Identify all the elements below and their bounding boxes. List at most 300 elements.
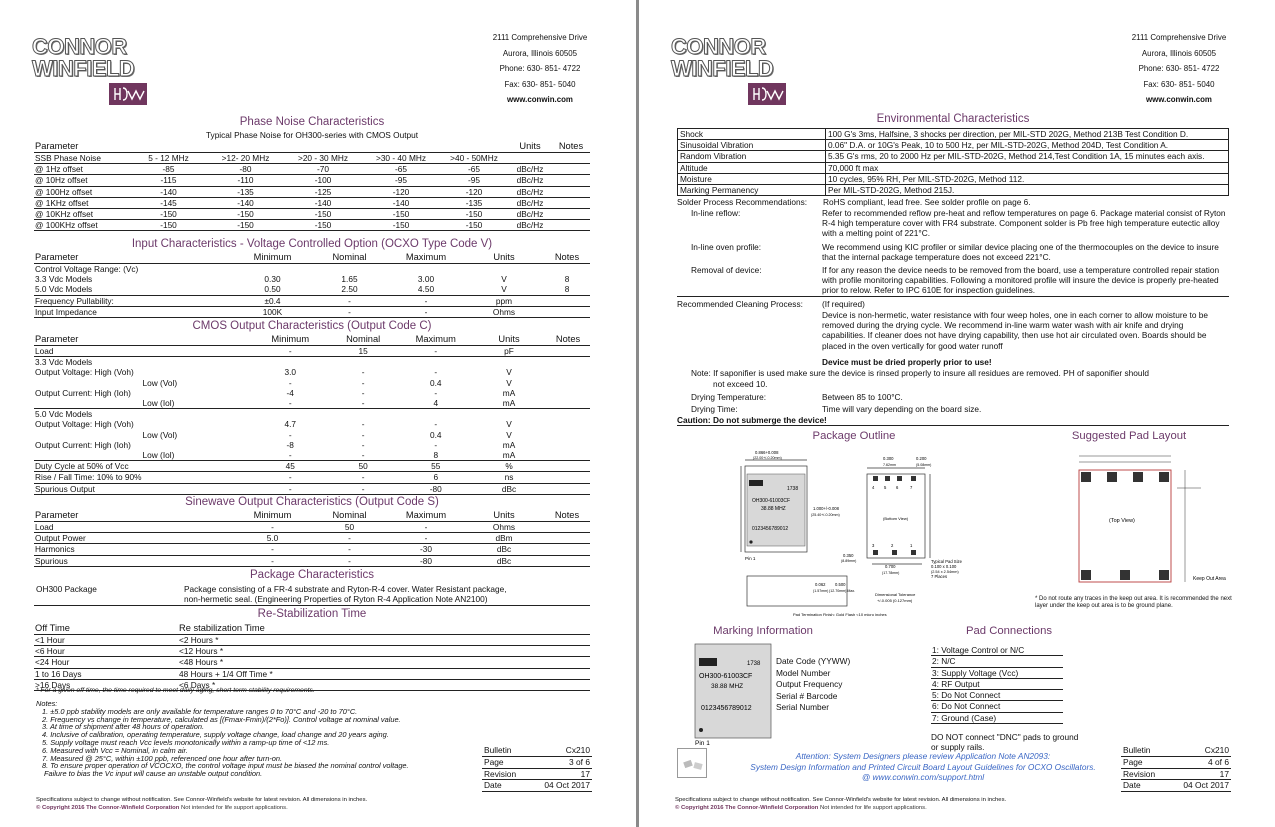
table-cell: 8 bbox=[564, 274, 570, 285]
pad-connections-title: Pad Connections bbox=[965, 625, 1053, 637]
marking-info-title: Marking Information bbox=[713, 625, 813, 637]
dnc-note-1: DO NOT connect "DNC" pads to ground bbox=[931, 732, 1079, 743]
phase-noise-title: Phase Noise Characteristics bbox=[239, 116, 385, 128]
table-cell: dBc/Hz bbox=[508, 220, 552, 231]
table-cell bbox=[130, 141, 207, 153]
address-phone: Phone: 630- 851- 4722 bbox=[499, 64, 581, 74]
table-cell bbox=[284, 141, 362, 153]
env-row bbox=[678, 129, 1229, 140]
table-cell: 4 bbox=[400, 398, 472, 409]
logo-line-2: WINFIELD bbox=[32, 56, 135, 81]
table-cell bbox=[546, 483, 590, 494]
dim-d4: 1.000+/-0.008 bbox=[813, 506, 839, 511]
connor-winfield-logo bbox=[32, 36, 150, 105]
page-footer bbox=[36, 796, 367, 812]
dim-d2: 0.300 bbox=[883, 456, 894, 461]
bulletin-box bbox=[1121, 745, 1231, 792]
outline-pin-6: 6 bbox=[896, 485, 899, 490]
table-row bbox=[34, 346, 590, 357]
cleaning-block bbox=[677, 299, 1229, 426]
table-cell: -4 bbox=[286, 387, 294, 398]
table-cell: -110 bbox=[207, 175, 284, 186]
table-cell: - bbox=[254, 450, 327, 461]
table-cell: pF bbox=[472, 346, 546, 357]
dim-d4-mm: (25.40+/-0.20mm) bbox=[811, 513, 840, 517]
dim-d6-mm: (17.78mm) bbox=[882, 571, 900, 575]
env-row bbox=[678, 140, 1229, 151]
table-cell bbox=[143, 388, 254, 398]
table-cell: - bbox=[400, 346, 472, 357]
table-cell: Notes bbox=[544, 252, 590, 264]
table-cell: -135 bbox=[440, 197, 508, 208]
notes-title: Notes: bbox=[36, 699, 58, 708]
table-cell: >30 - 40 MHz bbox=[362, 153, 440, 164]
table-cell: 1.65 bbox=[341, 274, 358, 285]
company-url-link[interactable]: www.conwin.com bbox=[507, 95, 573, 105]
table-cell bbox=[552, 186, 590, 197]
table-cell: dBc/Hz bbox=[508, 175, 552, 186]
table-row bbox=[34, 472, 590, 483]
table-cell: 3.0 bbox=[284, 367, 297, 378]
address-city: Aurora, Illinois 60505 bbox=[502, 48, 578, 58]
table-cell: Minimum bbox=[234, 510, 311, 522]
pad-connection-6: 6: Do Not Connect bbox=[931, 701, 1063, 712]
table-row bbox=[34, 657, 590, 668]
table-cell: <2 Hours * bbox=[178, 635, 590, 646]
table-cell bbox=[143, 483, 254, 494]
env-value: Per MIL-STD-202G, Method 215J. bbox=[826, 185, 1229, 196]
cmos-output-title: CMOS Output Characteristics (Output Code C) bbox=[192, 320, 432, 332]
table-cell: - bbox=[388, 295, 464, 306]
table-cell: 3.3 Vdc Models bbox=[35, 357, 93, 368]
dry-warning: Device must be dried properly prior to use! bbox=[822, 357, 992, 367]
removal-label: Removal of device: bbox=[691, 265, 762, 275]
table-cell: Parameter bbox=[34, 252, 234, 264]
company-url-link[interactable]: www.conwin.com bbox=[1146, 95, 1212, 105]
table-cell: - bbox=[327, 398, 400, 409]
outline-chip-serial: 0123456789012 bbox=[752, 526, 789, 532]
solder-process-block bbox=[677, 197, 1229, 297]
table-cell: dBm bbox=[464, 533, 544, 544]
bulletin-label: Date bbox=[1121, 780, 1167, 792]
top-view-label: (Top View) bbox=[1109, 518, 1135, 524]
outline-chip-frequency: 38.88 MHZ bbox=[761, 506, 786, 512]
table-cell: - bbox=[311, 295, 388, 306]
table-cell bbox=[143, 461, 254, 472]
table-row bbox=[34, 555, 590, 566]
outline-chip-datecode: 1738 bbox=[787, 486, 799, 492]
table-cell: mA bbox=[472, 398, 546, 409]
reflow-label: In-line reflow: bbox=[691, 208, 741, 218]
marking-chip-logo-icon bbox=[699, 658, 717, 666]
table-cell bbox=[544, 544, 590, 555]
outline-pin-1: 1 bbox=[910, 543, 913, 548]
table-cell: Output Power bbox=[34, 533, 234, 544]
table-cell: Notes bbox=[552, 141, 590, 153]
table-cell: <24 Hour bbox=[34, 657, 178, 668]
table-cell: - bbox=[361, 387, 365, 398]
table-cell: - bbox=[234, 522, 311, 533]
table-cell: mA bbox=[502, 439, 516, 450]
marking-pin1-label: Pin 1 bbox=[695, 740, 710, 746]
table-cell: -70 bbox=[284, 164, 362, 175]
dim-d1-mm: (22.00+/-0.20mm) bbox=[753, 456, 782, 460]
table-cell: -150 bbox=[130, 209, 207, 220]
table-cell bbox=[34, 378, 143, 388]
env-parameter: Moisture bbox=[678, 173, 826, 184]
saponifier-note-2: not exceed 10. bbox=[713, 379, 768, 389]
table-row bbox=[34, 450, 590, 461]
table-cell: -95 bbox=[440, 175, 508, 186]
bulletin-value: 04 Oct 2017 bbox=[528, 780, 592, 792]
table-row bbox=[34, 398, 590, 409]
table-cell: 1 to 16 Days bbox=[34, 668, 178, 679]
solder-process-label: Solder Process Recommendations: bbox=[677, 197, 808, 207]
table-row bbox=[34, 220, 590, 231]
table-cell: 4.7 bbox=[284, 419, 297, 430]
table-cell bbox=[546, 367, 590, 377]
restabilization-table bbox=[34, 623, 590, 691]
table-cell: -120 bbox=[362, 186, 440, 197]
table-cell: @ 10KHz offset bbox=[34, 209, 130, 220]
table-cell: -150 bbox=[207, 209, 284, 220]
table-row bbox=[34, 153, 590, 164]
table-cell: Off Time bbox=[34, 623, 178, 635]
marking-chip-model: OH300-61003CF bbox=[699, 673, 753, 680]
table-row bbox=[34, 264, 590, 275]
table-cell: Re stabilization Time bbox=[178, 623, 590, 635]
table-cell bbox=[143, 472, 254, 483]
table-cell: Load bbox=[34, 522, 234, 533]
table-cell bbox=[234, 264, 311, 275]
table-cell: Notes bbox=[544, 510, 590, 522]
table-cell: Low (Vol) bbox=[142, 377, 178, 388]
table-row bbox=[34, 409, 590, 420]
table-cell bbox=[546, 346, 590, 357]
table-cell: 0.50 bbox=[234, 284, 311, 295]
table-cell: 2.50 bbox=[311, 284, 388, 295]
table-cell: -150 bbox=[284, 220, 362, 231]
table-cell: -85 bbox=[130, 164, 207, 175]
notes-list bbox=[36, 708, 506, 778]
table-cell: - bbox=[388, 522, 464, 533]
table-cell bbox=[388, 264, 464, 275]
reflow-value: Refer to recommended reflow pre-heat and reflow temperatures on page 6. Package material consist of Ryton R-4 high temperature cover with FR4 substrate. Component solder is Pb free high temperature eutectic alloy with a melting point of 221°C. bbox=[822, 208, 1226, 239]
oven-profile-label: In-line oven profile: bbox=[691, 242, 762, 252]
table-cell: -145 bbox=[130, 197, 207, 208]
address-fax: Fax: 630- 851- 5040 bbox=[1143, 79, 1215, 89]
table-cell bbox=[207, 141, 284, 153]
table-cell: @ 100Hz offset bbox=[34, 186, 130, 197]
phase-noise-table bbox=[34, 141, 590, 231]
attention-line-1: Attention: System Designers please review Application Note AN2093: bbox=[795, 751, 1051, 761]
env-parameter: Altitude bbox=[678, 162, 826, 173]
pin1-dot-icon bbox=[749, 540, 752, 543]
table-cell: <48 Hours * bbox=[178, 657, 590, 668]
saponifier-note: Note: If saponifier is used make sure the device is rinsed properly to insure all residues are removed. PH of saponifier should bbox=[691, 368, 1149, 378]
env-row bbox=[678, 173, 1229, 184]
input-characteristics-title: Input Characteristics - Voltage Controlled Option (OCXO Type Code V) bbox=[131, 238, 493, 250]
pad-finish-note: Pad Termination Finish: Gold Flash <10 micro inches bbox=[793, 612, 887, 617]
table-cell: Low (Iol) bbox=[143, 398, 254, 409]
table-cell: - bbox=[388, 533, 464, 544]
table-cell: 3.00 bbox=[417, 274, 435, 285]
table-cell: Units bbox=[508, 141, 552, 153]
cmos-output-table bbox=[34, 334, 590, 495]
table-cell: Notes bbox=[546, 334, 590, 346]
pad-size-value: 0.100 x 0.100 bbox=[931, 564, 957, 569]
pad-connection-2: 2: N/C bbox=[931, 656, 1063, 667]
table-row bbox=[34, 635, 590, 646]
table-cell: 0.30 bbox=[264, 274, 281, 285]
marking-label-model: Model Number bbox=[776, 667, 831, 678]
table-cell: - bbox=[327, 472, 400, 483]
table-cell: mA bbox=[472, 450, 546, 461]
removal-value: If for any reason the device needs to be removed from the board, use a temperature controlled repair station with profile monitoring capabilities. Following a monitored profile will insure the device is properly pre-heated prior to relow. Refer to IPC 610E for inspection guidelines. bbox=[822, 265, 1220, 296]
table-cell: - bbox=[434, 419, 438, 430]
pad-connections-list bbox=[931, 645, 1078, 753]
table-cell: V bbox=[506, 429, 512, 440]
env-row bbox=[678, 151, 1229, 162]
pad-connection-7: 7: Ground (Case) bbox=[931, 713, 1063, 724]
note-item: 2. Frequency vs change in temperature, calculated as [(Fmax-Fmin)/(2*Fo)]. Control voltage at nominal value. bbox=[42, 714, 401, 724]
table-row bbox=[34, 175, 590, 186]
table-cell: - bbox=[311, 306, 388, 317]
bulletin-value: 04 Oct 2017 bbox=[1167, 780, 1231, 792]
table-cell: >20 - 30 MHz bbox=[284, 153, 362, 164]
table-row bbox=[34, 274, 590, 284]
drying-temperature-label: Drying Temperature: bbox=[691, 392, 767, 402]
env-parameter: Shock bbox=[678, 129, 826, 140]
table-cell bbox=[552, 164, 590, 175]
dim-d5: 0.350 bbox=[843, 553, 854, 558]
cleaning-if-required: (If required) bbox=[822, 299, 865, 309]
package-characteristics-title: Package Characteristics bbox=[250, 569, 374, 581]
marking-label-frequency: Output Frequency bbox=[776, 679, 843, 690]
table-cell: -100 bbox=[284, 175, 362, 186]
table-cell bbox=[546, 430, 590, 440]
table-cell: Output Voltage: High (Voh) bbox=[35, 419, 134, 430]
table-cell: -30 bbox=[388, 544, 464, 555]
table-cell: - bbox=[361, 429, 365, 440]
logo-line-1: CONNOR bbox=[671, 34, 766, 59]
table-cell: Low (Iol) bbox=[143, 450, 254, 461]
table-cell bbox=[34, 450, 143, 461]
table-cell: -65 bbox=[440, 164, 508, 175]
support-link[interactable]: @ www.conwin.com/support.html bbox=[861, 772, 985, 782]
table-row bbox=[34, 295, 590, 306]
table-cell bbox=[552, 209, 590, 220]
dim-d5-mm: (8.89mm) bbox=[841, 559, 857, 563]
table-cell: - bbox=[361, 377, 365, 388]
pad-size-mm: (2.54 x 2.54mm) bbox=[931, 570, 959, 574]
bulletin-label: Revision bbox=[1121, 768, 1167, 780]
table-cell: -135 bbox=[207, 186, 284, 197]
table-cell bbox=[544, 555, 590, 566]
table-cell bbox=[362, 141, 440, 153]
marking-chip-datecode: 1738 bbox=[747, 661, 761, 667]
table-cell: dBc/Hz bbox=[508, 197, 552, 208]
package-description bbox=[184, 584, 507, 604]
dim-d6: 0.700 bbox=[885, 564, 896, 569]
footer-copyright: © Copyright 2016 The Connor-Winfield Corporation bbox=[675, 805, 819, 811]
table-cell: - bbox=[254, 346, 327, 357]
table-cell: -150 bbox=[440, 209, 508, 220]
marking-label-serial: Serial Number bbox=[776, 702, 830, 713]
table-cell bbox=[552, 197, 590, 208]
table-cell: -80 bbox=[400, 483, 472, 494]
table-cell bbox=[546, 378, 590, 388]
drying-temperature-value: Between 85 to 100°C. bbox=[822, 392, 903, 402]
dim-d8-mm: (12.70mm) Max. bbox=[829, 589, 856, 593]
outline-pin-3: 3 bbox=[872, 543, 875, 548]
table-cell bbox=[544, 533, 590, 544]
dim-d3: 0.200 bbox=[916, 456, 927, 461]
table-cell: 5.0 bbox=[234, 533, 311, 544]
bulletin-label: Date bbox=[482, 780, 528, 792]
dnc-note-2: or supply rails. bbox=[931, 742, 985, 753]
table-cell: <6 Days * bbox=[178, 679, 590, 690]
logo-line-2: WINFIELD bbox=[671, 56, 774, 81]
table-cell: % bbox=[472, 461, 546, 472]
table-cell: dBc/Hz bbox=[508, 209, 552, 220]
table-cell: dBc bbox=[464, 544, 544, 555]
env-row bbox=[678, 185, 1229, 196]
dim-d2-mm: 7.62mm bbox=[883, 463, 896, 467]
table-cell: 100K bbox=[234, 306, 311, 317]
table-cell: - bbox=[288, 429, 292, 440]
table-cell: Maximum bbox=[388, 510, 464, 522]
table-row bbox=[34, 461, 590, 472]
table-header-row bbox=[34, 510, 590, 522]
table-cell bbox=[508, 153, 552, 164]
table-cell bbox=[544, 306, 590, 317]
footer-life-support: Not intended for life support applications. bbox=[818, 805, 927, 811]
table-cell: Maximum bbox=[400, 334, 472, 346]
table-cell: - bbox=[254, 398, 327, 409]
bulletin-label: Bulletin bbox=[482, 745, 528, 757]
table-cell: 48 Hours + 1/4 Off Time * bbox=[178, 668, 590, 679]
table-cell: Frequency Pullability: bbox=[34, 295, 234, 306]
table-cell bbox=[34, 430, 143, 440]
table-cell bbox=[327, 357, 400, 368]
bulletin-value: 17 bbox=[528, 768, 592, 780]
datasheet-page-3 bbox=[0, 0, 636, 827]
pad-connection-1: 1: Voltage Control or N/C bbox=[931, 645, 1063, 656]
table-cell: -140 bbox=[130, 186, 207, 197]
table-cell bbox=[464, 264, 544, 275]
table-cell: -125 bbox=[284, 186, 362, 197]
package-description-line-1: Package consisting of a FR-4 substrate and Ryton-R-4 cover. Water Resistant package, bbox=[184, 584, 507, 594]
bulletin-value: Cx210 bbox=[528, 745, 592, 757]
table-cell: 5.0 Vdc Models bbox=[34, 284, 234, 295]
pad-connection-5: 5: Do Not Connect bbox=[931, 690, 1063, 701]
environmental-title: Environmental Characteristics bbox=[876, 113, 1030, 125]
note-item: 7. Measured @ 25°C, within ±100 ppb, referenced one hour after turn-on. bbox=[42, 753, 283, 763]
table-row bbox=[34, 186, 590, 197]
table-cell: >16 Days bbox=[34, 679, 178, 690]
table-cell: - bbox=[311, 544, 388, 555]
table-cell: Output Voltage: High (Voh) bbox=[35, 367, 134, 378]
table-cell: Spurious Output bbox=[34, 483, 143, 494]
table-cell bbox=[143, 334, 254, 346]
table-header-row bbox=[34, 141, 590, 153]
table-cell bbox=[546, 419, 590, 429]
table-cell: 4.50 bbox=[388, 284, 464, 295]
table-cell: V bbox=[464, 284, 544, 295]
outline-pin-7: 7 bbox=[910, 485, 913, 490]
table-cell: 6 bbox=[400, 472, 472, 483]
table-cell: dBc bbox=[464, 555, 544, 566]
table-row bbox=[34, 646, 590, 657]
table-cell: Low (Vol) bbox=[142, 429, 178, 440]
table-cell: Nominal bbox=[311, 510, 388, 522]
pad-connection-4: 4: RF Output bbox=[931, 679, 1063, 690]
address-fax: Fax: 630- 851- 5040 bbox=[504, 79, 576, 89]
table-cell: Duty Cycle at 50% of Vcc bbox=[34, 461, 143, 472]
table-cell: - bbox=[434, 439, 438, 450]
table-cell: Units bbox=[464, 252, 544, 264]
env-parameter: Sinusoidal Vibration bbox=[678, 140, 826, 151]
table-cell bbox=[327, 409, 400, 420]
page-footer bbox=[675, 796, 1006, 812]
tolerance-label: Dimensional Tolerance bbox=[875, 592, 916, 597]
chip-logo-icon bbox=[749, 480, 763, 486]
table-cell: mA bbox=[502, 387, 516, 398]
table-cell bbox=[143, 409, 254, 420]
table-cell bbox=[546, 440, 590, 450]
table-cell: 50 bbox=[311, 522, 388, 533]
table-cell bbox=[546, 450, 590, 461]
table-cell bbox=[546, 388, 590, 398]
table-cell bbox=[546, 398, 590, 409]
table-cell bbox=[546, 357, 590, 368]
table-cell: Nominal bbox=[311, 252, 388, 264]
address-street: 2111 Comprehensive Drive bbox=[492, 33, 588, 42]
table-cell: V bbox=[506, 377, 512, 388]
sinewave-output-table bbox=[34, 510, 590, 567]
dim-d8: 0.500 bbox=[835, 582, 846, 587]
table-cell bbox=[440, 141, 508, 153]
datasheet-page-4 bbox=[639, 0, 1275, 827]
table-cell: Input Impedance bbox=[34, 306, 234, 317]
attention-line-2: System Design Information and Printed Circuit Board Layout Guidelines for OCXO Oscillators. bbox=[750, 761, 1096, 772]
table-cell: Rise / Fall Time: 10% to 90% bbox=[35, 472, 142, 483]
table-cell: Output Current: High (Ioh) bbox=[35, 387, 131, 398]
footer-life-support: Not intended for life support applications. bbox=[179, 805, 288, 811]
table-cell: -80 bbox=[207, 164, 284, 175]
table-cell: 15 bbox=[327, 346, 400, 357]
table-cell bbox=[311, 264, 388, 275]
pad-layout-note: * Do not route any traces in the keep out area. It is recommended the next layer under the keep out area is to be ground plane. bbox=[1035, 596, 1232, 610]
bulletin-value: 17 bbox=[1167, 768, 1231, 780]
attention-note bbox=[703, 751, 1143, 783]
table-cell: ±0.4 bbox=[234, 295, 311, 306]
table-cell bbox=[552, 220, 590, 231]
footer-disclaimer: Specifications subject to change without notification. See Connor-Winfield's website for latest revision. All dimensions in inches. bbox=[36, 797, 368, 803]
table-cell: 55 bbox=[400, 461, 472, 472]
env-parameter: Marking Permanency bbox=[678, 185, 826, 196]
table-cell: -140 bbox=[362, 197, 440, 208]
table-cell: - bbox=[361, 367, 365, 378]
table-cell: -150 bbox=[362, 209, 440, 220]
table-header-row bbox=[34, 252, 590, 264]
table-cell: Maximum bbox=[388, 252, 464, 264]
table-cell bbox=[544, 522, 590, 533]
table-cell: @ 100KHz offset bbox=[34, 220, 130, 231]
company-address bbox=[1119, 30, 1239, 108]
bulletin-box bbox=[482, 745, 592, 792]
